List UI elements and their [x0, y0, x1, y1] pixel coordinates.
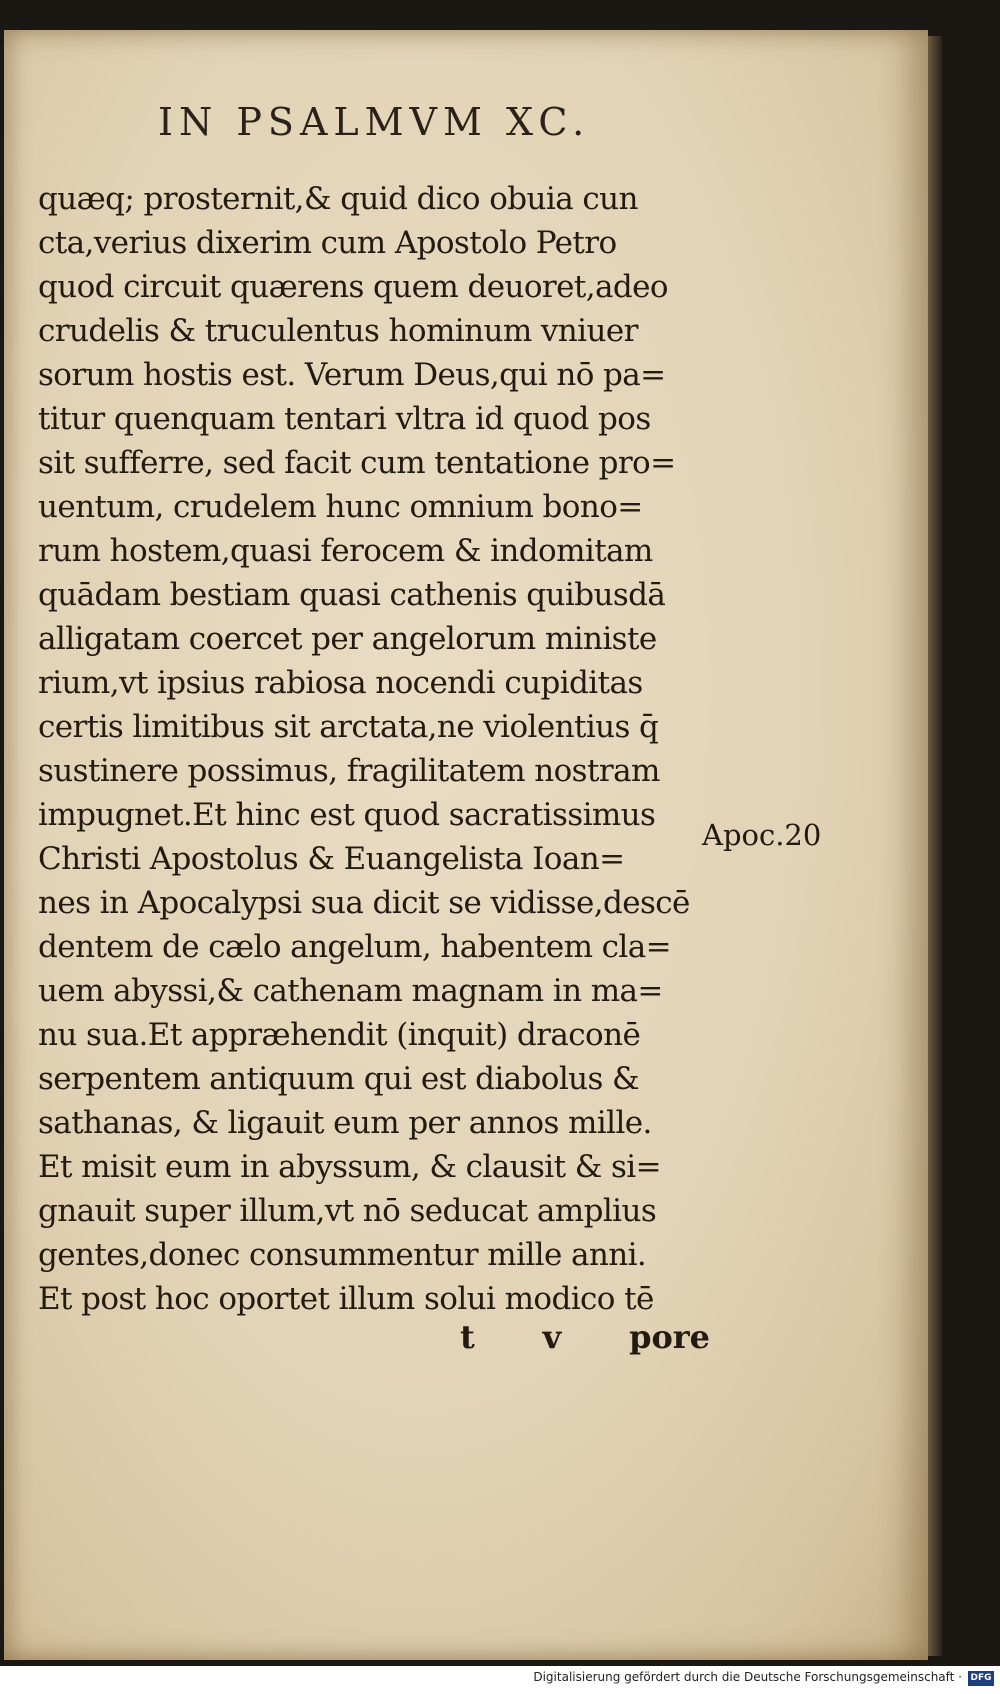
text-line: nes in Apocalypsi sua dicit se vidisse,descē [38, 885, 690, 921]
catchword-line [460, 1318, 710, 1356]
text-line: serpentem antiquum qui est diabolus & [38, 1061, 640, 1097]
text-line: gnauit super illum,vt nō seducat amplius [38, 1193, 657, 1229]
footer-credit: Digitalisierung gefördert durch die Deutsche Forschungsgemeinschaft · [533, 1670, 962, 1684]
marginal-note: Apoc.20 [702, 818, 822, 852]
text-line: gentes,donec consummentur mille anni. [38, 1237, 647, 1273]
text-line: sustinere possimus, fragilitatem nostram [38, 753, 660, 789]
text-line: Et post hoc oportet illum solui modico tē [38, 1281, 654, 1317]
body-text [38, 177, 698, 1321]
text-line: dentem de cælo angelum, habentem cla= [38, 929, 671, 965]
text-line: crudelis & truculentus hominum vniuer [38, 313, 638, 349]
signature-mark: v [542, 1318, 562, 1356]
text-line: certis limitibus sit arctata,ne violentius q̄ [38, 709, 659, 745]
text-line: rium,vt ipsius rabiosa nocendi cupiditas [38, 665, 643, 701]
text-line: sorum hostis est. Verum Deus,qui nō pa= [38, 357, 666, 393]
text-line: titur quenquam tentari vltra id quod pos [38, 401, 651, 437]
footer-bar [0, 1666, 1000, 1694]
text-line: impugnet.Et hinc est quod sacratissimus [38, 797, 656, 833]
signature-mark: t [460, 1318, 475, 1356]
page-edge [928, 36, 942, 1656]
dfg-logo: DFG [968, 1671, 994, 1686]
text-line: quod circuit quærens quem deuoret,adeo [38, 269, 668, 305]
text-line: rum hostem,quasi ferocem & indomitam [38, 533, 653, 569]
text-line: uem abyssi,& cathenam magnam in ma= [38, 973, 663, 1009]
text-line: quæq; prosternit,& quid dico obuia cun [38, 181, 638, 217]
text-line: Et misit eum in abyssum, & clausit & si= [38, 1149, 661, 1185]
text-line: Christi Apostolus & Euangelista Ioan= [38, 841, 625, 877]
running-head: IN PSALMVM XC. [158, 100, 591, 144]
text-line: uentum, crudelem hunc omnium bono= [38, 489, 643, 525]
text-line: cta,verius dixerim cum Apostolo Petro [38, 225, 617, 261]
catchword: pore [629, 1318, 710, 1356]
text-line: sathanas, & ligauit eum per annos mille. [38, 1105, 652, 1141]
text-line: alligatam coercet per angelorum ministe [38, 621, 657, 657]
text-line: quādam bestiam quasi cathenis quibusdā [38, 577, 666, 613]
text-line: sit sufferre, sed facit cum tentatione pro= [38, 445, 676, 481]
text-line: nu sua.Et appræhendit (inquit) draconē [38, 1017, 641, 1053]
